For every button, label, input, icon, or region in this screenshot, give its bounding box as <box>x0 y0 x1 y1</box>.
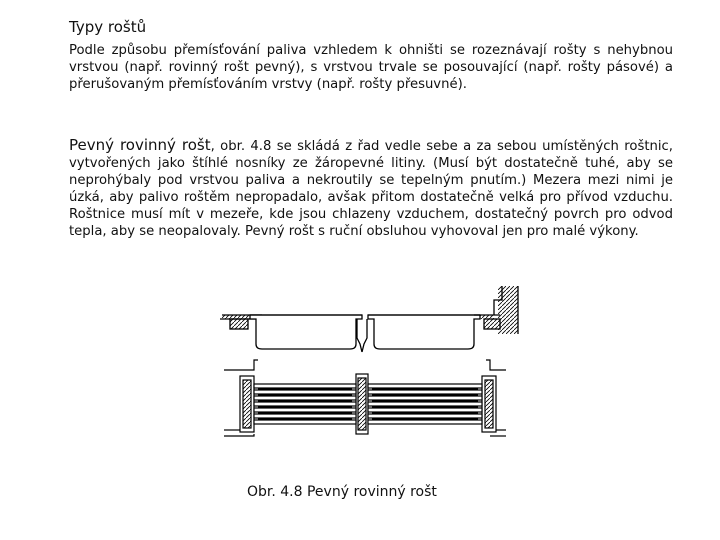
intro-paragraph: Podle způsobu přemísťování paliva vzhledem k ohništi se rozeznávají rošty s nehybnou vrstvou (např. rovinný rošt pevný), s vrstvou trvale se posouvající (např. rošty pásové) a přerušovaným přemísťováním vrstvy (např. rošty přesuvné). <box>69 43 673 92</box>
grate-description-paragraph <box>69 137 673 240</box>
term-pevny-rovinny-rost: Pevný rovinný rošt <box>69 136 211 154</box>
grate-description-text: , obr. 4.8 se skládá z řad vedle sebe a za sebou umístěných roštnic, vytvořených jako štíhlé nosníky ze žáropevné litiny. (Musí být dostatečně tuhé, aby se neprohýbaly pod vrstvou paliva a nekroutily se tepelným pnutím.) Mezera mezi nimi je úzká, aby palivo roštěm nepropadalo, avšak přitom dostatečně velká pro přívod vzduchu. Roštnice musí mít v mezeře, kde jsou chlazeny vzduchem, dostatečný povrch pro odvod tepla, aby se neopalovaly. Pevný rošt s ruční obsluhou vyhovoval jen pro malé výkony. <box>69 139 673 239</box>
side-view <box>220 286 518 352</box>
figure-caption: Obr. 4.8 Pevný rovinný rošt <box>247 484 437 500</box>
section-heading: Typy roštů <box>69 18 147 36</box>
plan-view <box>224 360 506 436</box>
grate-drawing <box>210 286 520 442</box>
grate-figure <box>210 286 520 442</box>
